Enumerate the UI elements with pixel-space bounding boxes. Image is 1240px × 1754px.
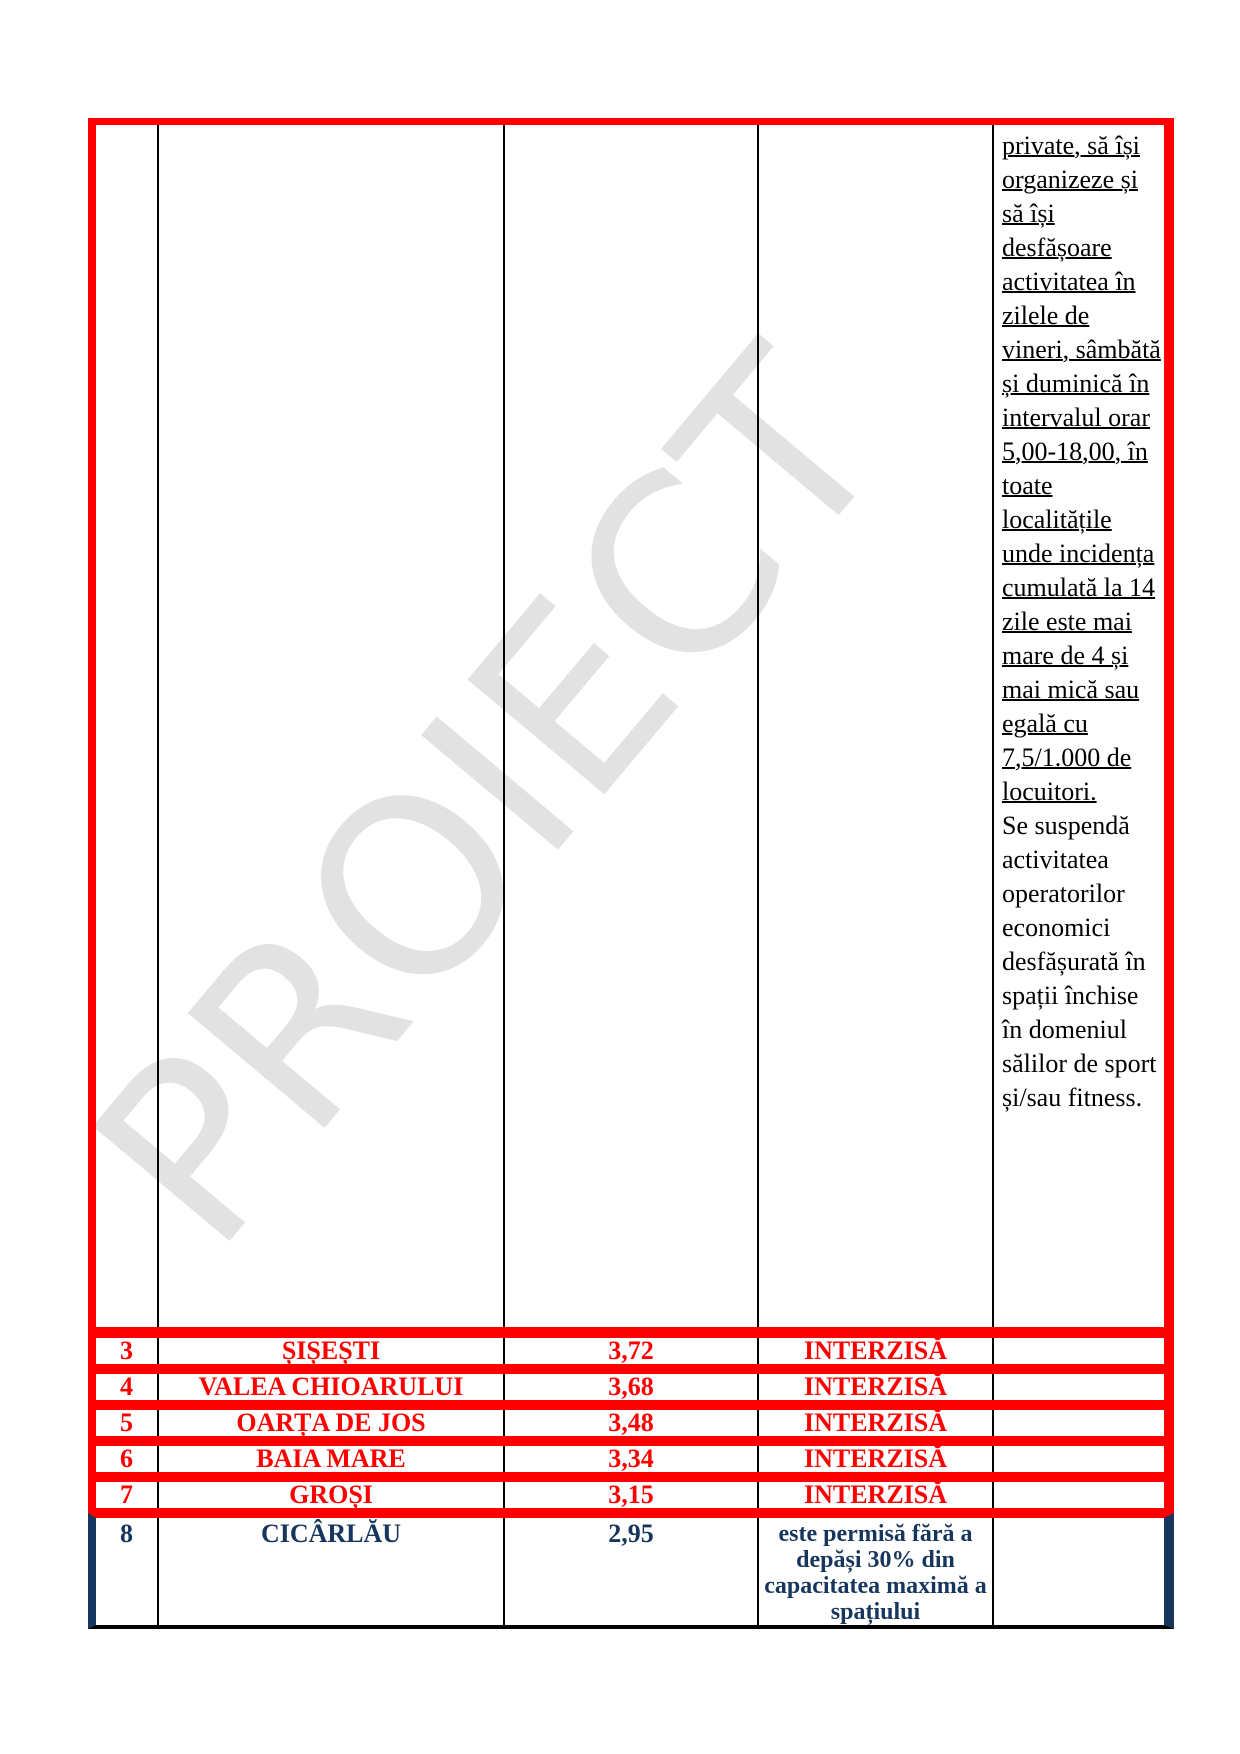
row-number-cell: 8 <box>120 1519 133 1548</box>
note-underlined-text: private, să își organizeze și să își desfășoare activitatea în zilele de vineri, sâmbătă și duminică în intervalul orar 5,00-18,00, în toate localitățile unde incidența cumulată la 14 zile este mai mare de 4 și mai mică sau egală cu 7,5/1.000 de locuitori. <box>1002 131 1161 806</box>
locality-cell: ȘIȘEȘTI <box>157 1338 503 1364</box>
status-cell: INTERZISĂ <box>757 1482 992 1508</box>
status-cell: INTERZISĂ <box>757 1446 992 1472</box>
status-cell: INTERZISĂ <box>757 1410 992 1436</box>
status-cell: este permisă fără a depăși 30% din capacitatea maximă a spațiului <box>757 1518 992 1625</box>
table-row <box>88 1405 1174 1441</box>
locality-cell: CICÂRLĂU <box>157 1518 503 1625</box>
notes-cell-empty <box>992 1446 1164 1472</box>
table-row <box>88 1441 1174 1477</box>
incidence-cell: 2,95 <box>503 1518 757 1625</box>
notes-cell-empty <box>992 1518 1164 1625</box>
incidence-cell: 3,68 <box>503 1374 757 1400</box>
incidence-restrictions-table <box>88 118 1174 1629</box>
draft-watermark: PROIECT <box>40 302 940 1297</box>
row-number-cell: 4 <box>120 1374 133 1400</box>
status-cell: INTERZISĂ <box>757 1374 992 1400</box>
locality-cell: BAIA MARE <box>157 1446 503 1472</box>
incidence-cell: 3,72 <box>503 1338 757 1364</box>
notes-cell-empty <box>992 1338 1164 1364</box>
notes-cell <box>992 125 1164 1327</box>
table-row <box>88 1369 1174 1405</box>
table-row-continuation <box>88 118 1174 1333</box>
row-number-cell: 7 <box>120 1482 133 1508</box>
row-number-cell-empty <box>96 125 157 1327</box>
incidence-cell: 3,48 <box>503 1410 757 1436</box>
notes-cell-empty <box>992 1410 1164 1436</box>
status-cell: INTERZISĂ <box>757 1338 992 1364</box>
incidence-cell: 3,34 <box>503 1446 757 1472</box>
locality-cell: OARȚA DE JOS <box>157 1410 503 1436</box>
table-row <box>88 1333 1174 1369</box>
incidence-cell-empty <box>503 125 757 1327</box>
row-number-cell: 3 <box>120 1338 133 1364</box>
incidence-cell: 3,15 <box>503 1482 757 1508</box>
locality-cell-empty <box>157 125 503 1327</box>
locality-cell: GROȘI <box>157 1482 503 1508</box>
table-row <box>88 1477 1174 1513</box>
notes-cell-empty <box>992 1482 1164 1508</box>
notes-cell-empty <box>992 1374 1164 1400</box>
note-plain-text: Se suspendă activitatea operatorilor economici desfășurată în spații închise în domeniul sălilor de sport și/sau fitness. <box>1002 811 1157 1112</box>
table-row <box>88 1513 1174 1629</box>
locality-cell: VALEA CHIOARULUI <box>157 1374 503 1400</box>
status-cell-empty <box>757 125 992 1327</box>
row-number-cell: 6 <box>120 1446 133 1472</box>
row-number-cell: 5 <box>120 1410 133 1436</box>
